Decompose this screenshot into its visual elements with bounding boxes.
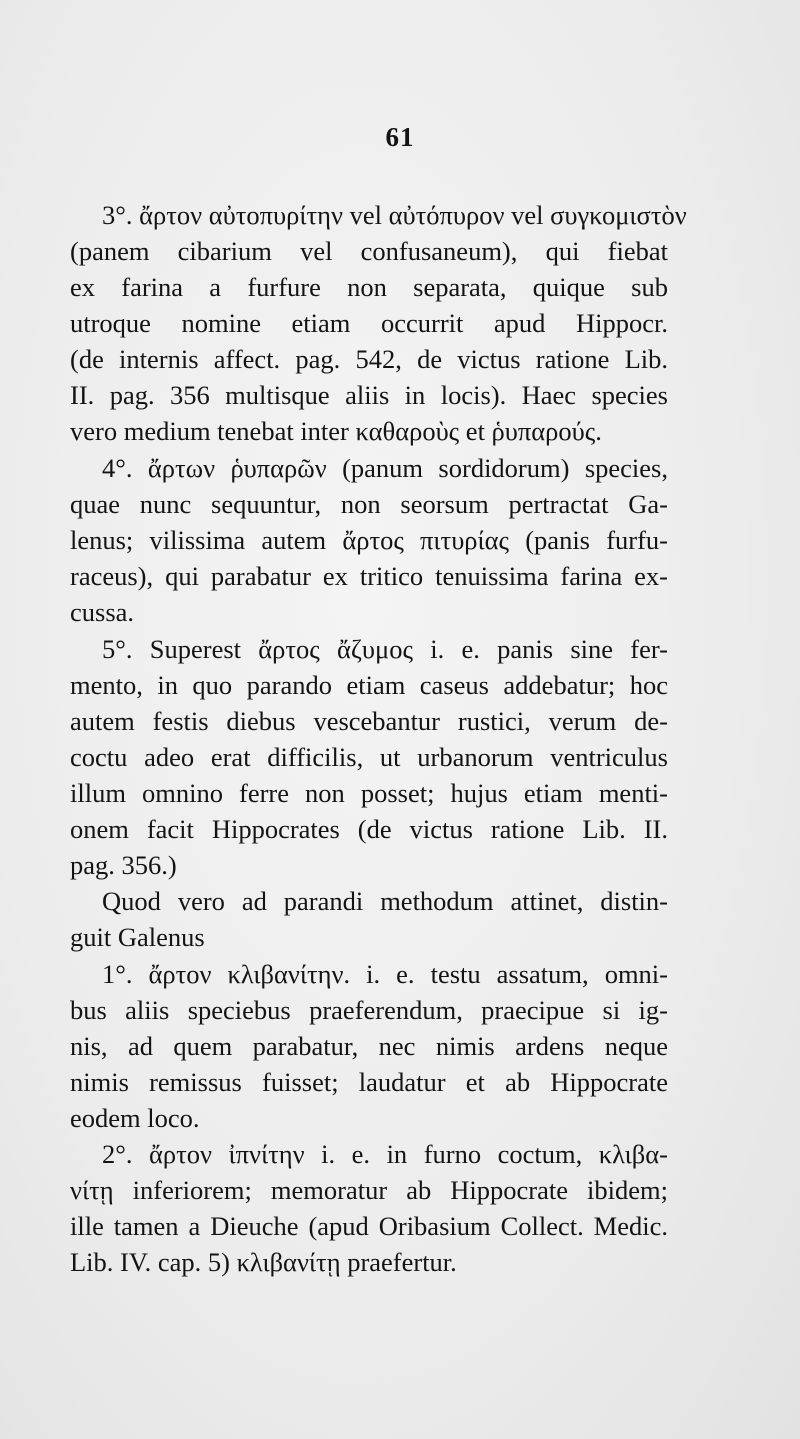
text-line: quae nunc sequuntur, non seorsum pertractat Ga- [70, 489, 668, 519]
text-line: nimis remissus fuisset; laudatur et ab Hippocrate [70, 1067, 668, 1097]
text-line: ille tamen a Dieuche (apud Oribasium Collect. Medic. [70, 1211, 668, 1241]
text-line: mento, in quo parando etiam caseus addebatur; hoc [70, 670, 668, 700]
text-line: guit Galenus [70, 922, 205, 952]
text-line: ex farina a furfure non separata, quique sub [70, 272, 668, 302]
text-line: (de internis affect. pag. 542, de victus ratione Lib. [70, 344, 668, 374]
text-line: bus aliis speciebus praeferendum, praecipue si ig- [70, 995, 668, 1025]
text-line: coctu adeo erat difficilis, ut urbanorum ventriculus [70, 742, 668, 772]
text-line: Quod vero ad parandi methodum attinet, distin- [102, 886, 668, 916]
text-line: II. pag. 356 multisque aliis in locis). Haec species [70, 380, 668, 410]
text-line: nis, ad quem parabatur, nec nimis ardens neque [70, 1031, 668, 1061]
text-line: 5°. Superest ἄρτος ἄζυμος i. e. panis sine fer- [102, 634, 668, 664]
text-line: 3°. ἄρτον αὐτοπυρίτην vel αὐτόπυρον vel συγκομιστὸν [102, 200, 687, 230]
text-line: onem facit Hippocrates (de victus ratione Lib. II. [70, 814, 668, 844]
text-line: pag. 356.) [70, 850, 177, 880]
text-line: Lib. IV. cap. 5) κλιβανίτῃ praefertur. [70, 1247, 457, 1277]
text-line: 4°. ἄρτων ῥυπαρῶν (panum sordidorum) species, [102, 453, 668, 483]
text-line: (panem cibarium vel confusaneum), qui fiebat [70, 236, 668, 266]
text-line: νίτῃ inferiorem; memoratur ab Hippocrate ibidem; [70, 1175, 668, 1205]
text-line: 1°. ἄρτον κλιβανίτην. i. e. testu assatum, omni- [102, 959, 668, 989]
text-line: 2°. ἄρτον ἰπνίτην i. e. in furno coctum, κλιβα- [102, 1139, 668, 1169]
text-line: vero medium tenebat inter καθαροὺς et ῥυπαρούς. [70, 416, 602, 446]
text-line: cussa. [70, 597, 135, 627]
text-line: utroque nomine etiam occurrit apud Hippocr. [70, 308, 668, 338]
text-line: raceus), qui parabatur ex tritico tenuissima farina ex- [70, 561, 668, 591]
text-line: autem festis diebus vescebantur rustici, verum de- [70, 706, 668, 736]
text-line: lenus; vilissima autem ἄρτος πιτυρίας (panis furfu- [70, 525, 668, 555]
text-line: eodem loco. [70, 1103, 200, 1133]
page-number: 61 [385, 122, 415, 152]
text-line: illum omnino ferre non posset; hujus etiam menti- [70, 778, 668, 808]
